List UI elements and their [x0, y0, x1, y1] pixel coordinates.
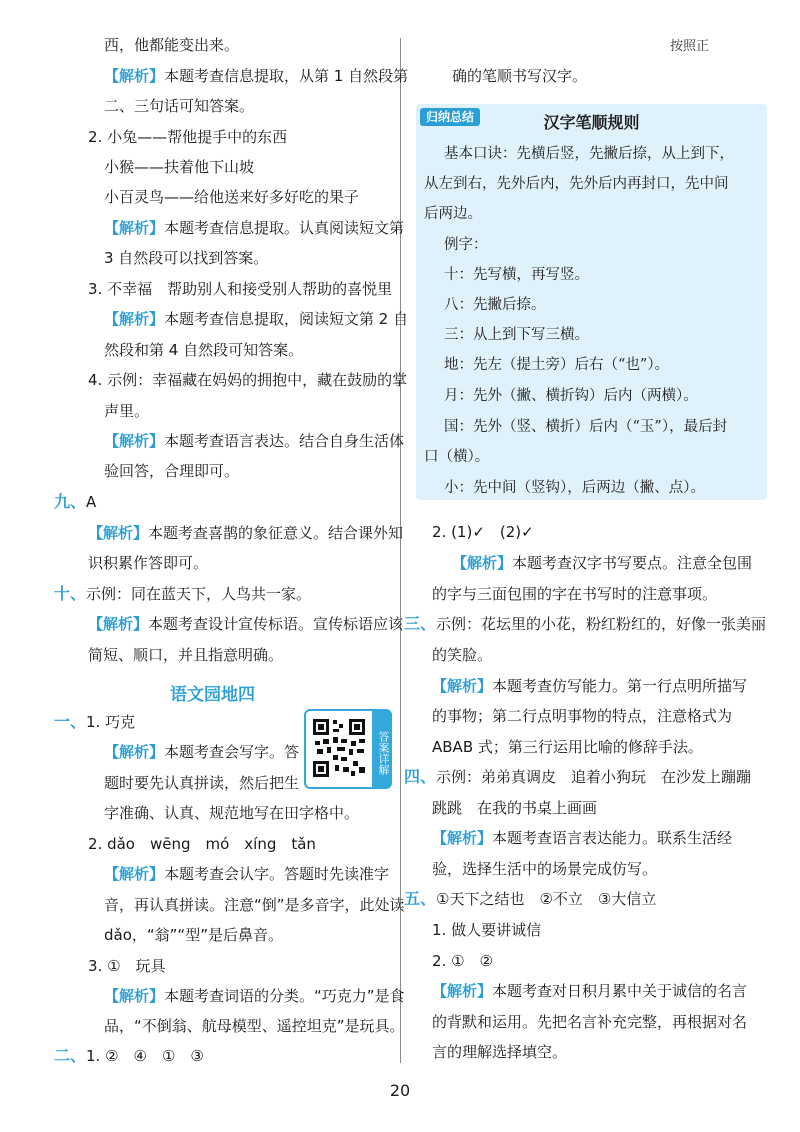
- section-line: [404, 614, 766, 634]
- section-line: [404, 889, 656, 909]
- analysis-tag: 【解析】: [432, 677, 493, 695]
- rule-line: 月：先外（撇、横折钩）后内（两横）。: [444, 388, 698, 404]
- answer-line: 西，他都能变出来。: [104, 36, 240, 54]
- answer-line: 确的笔顺书写汉字。: [452, 67, 588, 85]
- answer-line: 音，再认真拼读。注意“倒”是多音字，此处读: [104, 896, 405, 914]
- answer-line: 题时要先认真拼读，然后把生: [104, 774, 300, 792]
- summary-box: [416, 104, 767, 500]
- analysis-tag: 【解析】: [104, 219, 165, 237]
- rule-line: 十：先写横，再写竖。: [444, 267, 589, 283]
- analysis-line: [104, 431, 404, 451]
- answer-text: 示例：同在蓝天下，人鸟共一家。: [86, 585, 312, 603]
- answer-line: 小猴——扶着他下山坡: [104, 158, 255, 176]
- analysis-line: [104, 218, 404, 238]
- top-fragment: 按照正: [670, 39, 710, 54]
- analysis-text: 本题考查汉字书写要点。注意全包围: [512, 554, 753, 572]
- analysis-text: 本题考查信息提取，从第 1 自然段第: [164, 67, 409, 85]
- answer-line: 验，选择生活中的场景完成仿写。: [432, 860, 658, 878]
- answer-line: 跳跳 在我的书桌上画画: [432, 799, 598, 817]
- answer-text: 1. 巧克: [86, 713, 136, 731]
- analysis-line: [432, 676, 747, 696]
- section-heading: 语文园地四: [170, 685, 255, 705]
- analysis-line: [104, 864, 389, 884]
- section-number: 一、: [54, 712, 87, 731]
- answer-line: 言的理解选择填空。: [432, 1043, 568, 1061]
- analysis-text: 本题考查喜鹊的象征意义。结合课外知: [148, 524, 404, 542]
- answer-line: ABAB 式；第三行运用比喻的修辞手法。: [432, 738, 703, 756]
- rule-line: 从左到右，先外后内，先外后内再封口，先中间: [424, 176, 729, 192]
- answer-line: 的字与三面包围的字在书写时的注意事项。: [432, 585, 718, 603]
- analysis-text: 本题考查对日积月累中关于诚信的名言: [492, 982, 748, 1000]
- section-line: [54, 1046, 204, 1066]
- answer-line: 字准确、认真、规范地写在田字格中。: [104, 804, 360, 822]
- analysis-text: 本题考查信息提取。认真阅读短文第: [164, 219, 405, 237]
- analysis-tag: 【解析】: [104, 865, 165, 883]
- answer-text: 1. ② ④ ① ③: [86, 1047, 204, 1065]
- rule-line: 例字：: [444, 237, 488, 253]
- analysis-line: [104, 66, 408, 86]
- answer-line: 识积累作答即可。: [88, 554, 209, 572]
- answer-line: 声里。: [104, 402, 150, 420]
- analysis-tag: 【解析】: [452, 554, 513, 572]
- rule-line: 基本口诀：先横后竖，先撇后捺，从上到下，: [444, 146, 734, 162]
- section-number: 九、: [54, 492, 87, 511]
- section-line: [404, 767, 751, 787]
- analysis-line: [104, 742, 299, 762]
- analysis-tag: 【解析】: [104, 310, 165, 328]
- page-number: 20: [389, 1081, 411, 1100]
- answer-line: 的背默和运用。先把名言补充完整，再根据对名: [432, 1013, 748, 1031]
- analysis-tag: 【解析】: [104, 987, 165, 1005]
- analysis-line: [432, 828, 732, 848]
- answer-line: 3. ① 玩具: [88, 957, 166, 975]
- analysis-tag: 【解析】: [104, 67, 165, 85]
- answer-text: ①天下之结也 ②不立 ③大信立: [436, 890, 657, 908]
- analysis-text: 本题考查设计宣传标语。宣传标语应该: [148, 615, 404, 633]
- summary-badge: 归纳总结: [420, 108, 480, 126]
- answer-line: dǎo，“翁”“型”是后鼻音。: [104, 926, 283, 944]
- analysis-line: [88, 523, 403, 543]
- section-line: [54, 584, 311, 604]
- answer-line: 3. 不幸福 帮助别人和接受别人帮助的喜悦里: [88, 280, 393, 298]
- answer-text: 示例：花坛里的小花，粉红粉红的，好像一张美丽: [436, 615, 767, 633]
- section-line: [54, 712, 135, 732]
- analysis-line: [104, 986, 405, 1006]
- answer-line: 的笑脸。: [432, 646, 493, 664]
- answer-line: 2. (1)✓ (2)✓: [432, 523, 534, 541]
- analysis-line: [432, 981, 747, 1001]
- answer-line: 1. 做人要讲诚信: [432, 921, 542, 939]
- answer-line: 然段和第 4 自然段可知答案。: [104, 341, 304, 359]
- analysis-tag: 【解析】: [88, 615, 149, 633]
- section-number: 二、: [54, 1046, 87, 1065]
- answer-line: 2. 小兔——帮他提手中的东西: [88, 128, 288, 146]
- analysis-text: 本题考查语言表达。结合自身生活体: [164, 432, 405, 450]
- analysis-tag: 【解析】: [88, 524, 149, 542]
- rule-line: 地：先左（提土旁）后右（“也”）。: [444, 357, 670, 373]
- answer-line: 验回答，合理即可。: [104, 462, 240, 480]
- analysis-text: 本题考查词语的分类。“巧克力”是食: [164, 987, 405, 1005]
- analysis-line: [104, 309, 408, 329]
- analysis-text: 本题考查会写字。答: [164, 743, 300, 761]
- analysis-text: 本题考查仿写能力。第一行点明所描写: [492, 677, 748, 695]
- rule-line: 后两边。: [424, 206, 482, 222]
- analysis-text: 本题考查语言表达能力。联系生活经: [492, 829, 733, 847]
- analysis-tag: 【解析】: [432, 982, 493, 1000]
- answer-line: 二、三句话可知答案。: [104, 97, 255, 115]
- analysis-tag: 【解析】: [432, 829, 493, 847]
- rule-line: 三：从上到下写三横。: [444, 327, 589, 343]
- answer-line: 2. ① ②: [432, 952, 493, 970]
- analysis-text: 本题考查会认字。答题时先读准字: [164, 865, 390, 883]
- qr-label: 答案详解: [372, 711, 390, 787]
- rule-line: 国：先外（竖、横折）后内（“玉”），最后封: [444, 419, 728, 435]
- answer-line: 小百灵鸟——给他送来好多好吃的果子: [104, 188, 360, 206]
- rule-line: 小：先中间（竖钩），后两边（撇、点）。: [444, 480, 705, 496]
- answer-line: 的事物；第二行点明事物的特点，注意格式为: [432, 707, 733, 725]
- section-number: 四、: [404, 767, 437, 786]
- section-number: 五、: [404, 889, 437, 908]
- analysis-text: 本题考查信息提取，阅读短文第 2 自: [164, 310, 409, 328]
- qr-code-icon: [311, 717, 367, 779]
- summary-title: 汉字笔顺规则: [543, 113, 640, 132]
- analysis-tag: 【解析】: [104, 743, 165, 761]
- section-line: [54, 492, 96, 512]
- answer-line: 3 自然段可以找到答案。: [104, 249, 269, 267]
- analysis-line: [88, 614, 403, 634]
- rule-line: 八：先撇后捺。: [444, 297, 546, 313]
- answer-line: 品，“不倒翁、航母模型、遥控坦克”是玩具。: [104, 1017, 405, 1035]
- section-number: 三、: [404, 614, 437, 633]
- answer-line: 简短、顺口，并且指意明确。: [88, 646, 284, 664]
- analysis-line: [452, 553, 752, 573]
- analysis-tag: 【解析】: [104, 432, 165, 450]
- answer-text: 示例：弟弟真调皮 追着小狗玩 在沙发上蹦蹦: [436, 768, 752, 786]
- answer-line: 2. dǎo wēng mó xíng tǎn: [88, 835, 316, 853]
- answer-text: A: [86, 493, 97, 511]
- answer-line: 4. 示例：幸福藏在妈妈的拥抱中，藏在鼓励的掌: [88, 371, 408, 389]
- section-number: 十、: [54, 584, 87, 603]
- rule-line: 口（横）。: [424, 449, 490, 465]
- qr-code-card[interactable]: [304, 709, 392, 789]
